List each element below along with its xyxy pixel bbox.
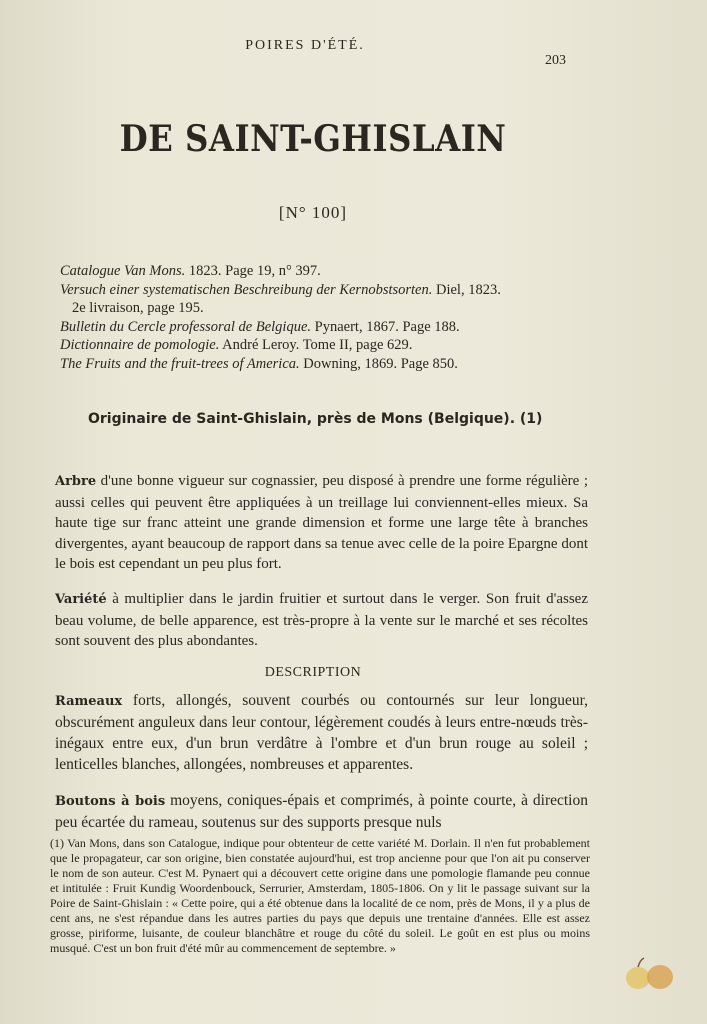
paragraph-rameaux — [55, 690, 588, 775]
reference-item: Catalogue Van Mons. 1823. Page 19, n° 397. — [60, 263, 321, 279]
reference-item: Versuch einer systematischen Beschreibung der Kernobstsorten. Diel, 1823. — [60, 281, 501, 298]
paragraph-text: d'une bonne vigueur sur cognassier, peu disposé à prendre une forme régulière ; aussi celles qui peuvent être appliquées à un treillage lui conviennent-elles mieux. Sa haute tige sur franc atteint une grande dimension et forme une large tête à branches divergentes, ayant beaucoup de rapport dans sa tenue avec celle de la poire Epargne dont le bois est cependant un peu plus fort. — [55, 473, 588, 572]
paragraph-lead: Variété — [55, 592, 107, 607]
origin-line: Originaire de Saint-Ghislain, près de Mons (Belgique). (1) — [88, 411, 543, 427]
variety-number: [N° 100] — [278, 203, 348, 222]
paragraph-lead: Boutons à bois — [55, 794, 166, 809]
page-number: 203 — [545, 53, 566, 68]
paragraph-text: à multiplier dans le jardin fruitier et surtout dans le verger. Son fruit d'assez beau volume, de belle apparence, est très-propre à la vente sur le marché et ses récoltes sont souvent des plus abondantes. — [55, 591, 588, 649]
paragraph-arbre — [55, 471, 588, 575]
running-head: POIRES D'ÉTÉ. — [245, 38, 365, 53]
bibliography-list — [60, 262, 590, 373]
paragraph-text: moyens, coniques-épais et comprimés, à pointe courte, à direction peu écartée du rameau, soutenus sur des supports presque nuls — [55, 792, 588, 831]
reference-item: Dictionnaire de pomologie. André Leroy. Tome II, page 629. — [60, 337, 413, 353]
reference-item: 2e livraison, page 195. — [72, 300, 204, 316]
reference-item: Bulletin du Cercle professoral de Belgique. Pynaert, 1867. Page 188. — [60, 318, 460, 335]
paragraph-lead: Arbre — [55, 474, 97, 489]
section-heading: DESCRIPTION — [264, 665, 362, 680]
paragraph-text: forts, allongés, souvent courbés ou contournés sur leur longueur, obscurément anguleux dans leur contour, légèrement coudés à leurs entre-nœuds très-inégaux entre eux, d'un brun verdâtre à l'ombre et d'un brun rouge au soleil ; lenticelles blanches, allongées, nombreuses et apparentes. — [55, 692, 588, 773]
footnote — [50, 836, 590, 956]
paragraph-lead: Rameaux — [55, 694, 123, 709]
fruit-decoration-icon — [622, 950, 678, 994]
page-title: DE SAINT-GHISLAIN — [119, 118, 507, 160]
reference-item: The Fruits and the fruit-trees of America. Downing, 1869. Page 850. — [60, 355, 458, 372]
footnote-text: (1) Van Mons, dans son Catalogue, indique pour obtenteur de cette variété M. Dorlain. Il n'en fut probablement que le propagateur, car son origine, bien constatée aujourd'hui, est trop ancienne pour que l'on ait pu conserver le nom de son auteur. C'est M. Pynaert qui a découvert cette origine dans une pomologie flamande peu connue et intitulée : Fruit Kundig Woordenbouck, Serrurier, Amsterdam, 1805-1806. On y lit le passage suivant sur la Poire de Saint-Ghislain : « Cette poire, qui a été obtenue dans la localité de ce nom, près de Mons, il y a plus de cent ans, ne s'est répandue dans les autres parties du pays que depuis une trentaine d'années. Elle est assez grosse, piriforme, luisante, de couleur blanchâtre et rouge du côté du soleil. Le goût en est plus ou moins musqué. C'est un bon fruit d'été mûr au commencement de septembre. » — [50, 836, 590, 955]
paragraph-boutons — [55, 790, 588, 833]
paragraph-variete — [55, 589, 588, 652]
